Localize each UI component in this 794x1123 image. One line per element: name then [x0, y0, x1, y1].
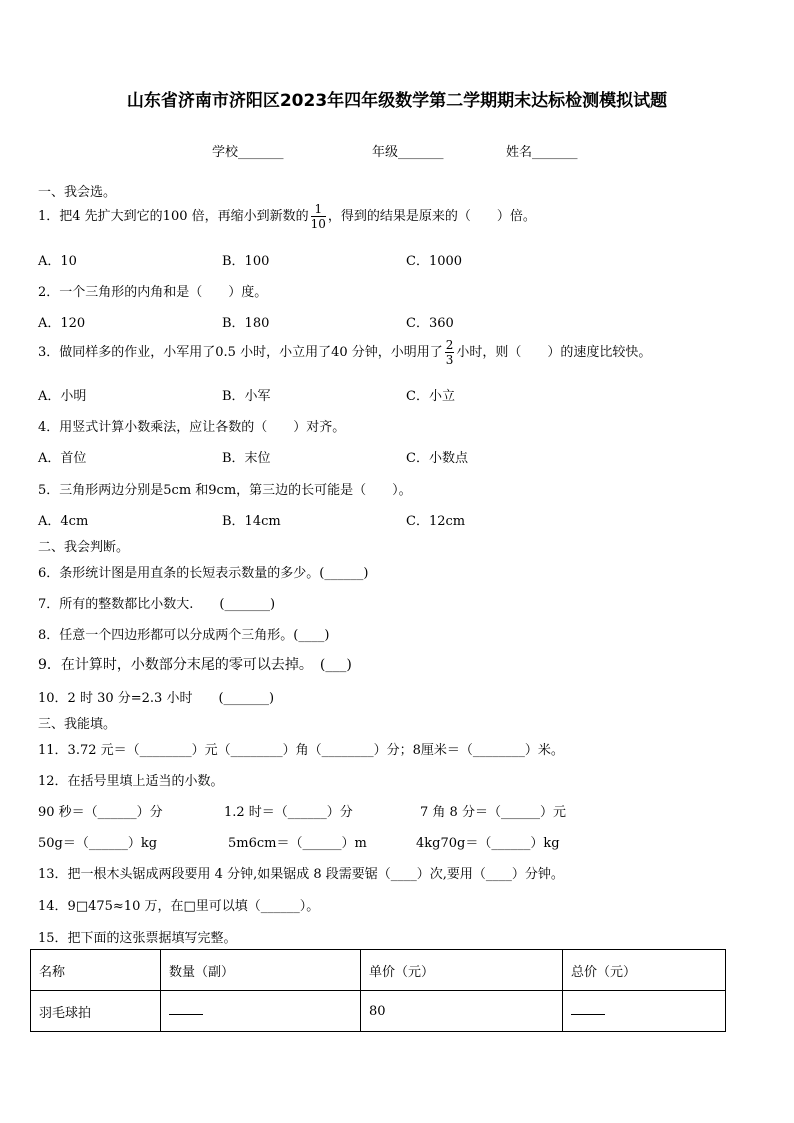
question-14: 14．9□475≈10 万，在□里可以填（______）。 [38, 899, 320, 914]
question-4: 4．用竖式计算小数乘法，应让各数的（ ）对齐。 [38, 420, 346, 435]
option-b: B．小军 [222, 389, 271, 404]
section-heading: 一、我会选。 [38, 185, 117, 200]
fraction-numerator: 1 [311, 202, 326, 217]
question-10: 10．2 时 30 分=2.3 小时 (_______) [38, 691, 275, 706]
option-a: A．10 [38, 254, 77, 269]
fill-item: 5m6cm＝（______）m [228, 836, 367, 851]
fraction-numerator: 2 [445, 338, 454, 352]
question-6: 6．条形统计图是用直条的长短表示数量的多少。(______) [38, 566, 369, 581]
question-2: 2．一个三角形的内角和是（ ）度。 [38, 285, 268, 300]
option-c: C．1000 [406, 254, 463, 269]
name-field: 姓名_______ [506, 145, 578, 160]
option-a: A．120 [38, 316, 86, 331]
answer-blank [169, 1004, 203, 1015]
fraction [311, 202, 326, 231]
section-heading: 二、我会判断。 [38, 540, 130, 555]
table-header-row [31, 950, 726, 991]
fraction [445, 338, 455, 367]
fill-item: 7 角 8 分＝（______）元 [420, 805, 566, 820]
receipt-table [30, 949, 726, 1032]
question-text: 1．把4 先扩大到它的100 倍，再缩小到新数的 [38, 209, 309, 224]
fill-item: 1.2 时＝（______）分 [224, 805, 353, 820]
question-3 [38, 338, 651, 367]
option-b: B．末位 [222, 451, 271, 466]
option-a: A．首位 [38, 451, 87, 466]
option-c: C．小数点 [406, 451, 468, 466]
question-text: 小时，则（ ）的速度比较快。 [456, 345, 652, 360]
question-15: 15．把下面的这张票据填写完整。 [38, 931, 237, 946]
fraction-denominator: 10 [310, 217, 326, 231]
option-b: B．180 [222, 316, 270, 331]
table-cell-blank[interactable] [161, 991, 361, 1032]
question-8: 8．任意一个四边形都可以分成两个三角形。(____) [38, 628, 330, 643]
option-b: B．100 [222, 254, 270, 269]
question-13: 13．把一根木头锯成两段要用 4 分钟,如果锯成 8 段需要锯（____）次,要用（____）分钟。 [38, 867, 564, 882]
question-text: 3．做同样多的作业，小军用了0.5 小时，小立用了40 分钟，小明用了 [38, 345, 443, 360]
grade-field: 年级_______ [372, 145, 444, 160]
table-row [31, 991, 726, 1032]
school-field: 学校_______ [212, 145, 284, 160]
question-5: 5．三角形两边分别是5cm 和9cm，第三边的长可能是（ ）。 [38, 483, 412, 498]
fill-item: 50g＝（______）kg [38, 836, 158, 851]
table-cell-blank[interactable] [563, 991, 726, 1032]
fraction-denominator: 3 [445, 353, 454, 367]
option-a: A．小明 [38, 389, 87, 404]
option-c: C．360 [406, 316, 454, 331]
section-heading: 三、我能填。 [38, 717, 117, 732]
page-title: 山东省济南市济阳区2023年四年级数学第二学期期末达标检测模拟试题 [126, 91, 668, 111]
question-text: ，得到的结果是原来的（ ）倍。 [327, 209, 536, 224]
table-header-cell: 名称 [31, 950, 161, 991]
option-c: C．12cm [406, 514, 466, 529]
fill-item: 90 秒＝（______）分 [38, 805, 163, 820]
table-header-cell: 数量（副） [161, 950, 361, 991]
option-b: B．14cm [222, 514, 281, 529]
question-7: 7．所有的整数都比小数大. (_______) [38, 597, 276, 612]
question-12: 12．在括号里填上适当的小数。 [38, 774, 224, 789]
table-header-cell: 单价（元） [361, 950, 563, 991]
question-9: 9．在计算时，小数部分末尾的零可以去掉。 (___) [38, 657, 352, 673]
option-c: C．小立 [406, 389, 455, 404]
fill-item: 4kg70g＝（______）kg [416, 836, 560, 851]
answer-blank [571, 1004, 605, 1015]
question-11: 11．3.72 元＝（________）元（________）角（________）分；8厘米＝（________）米。 [38, 743, 564, 758]
question-1 [38, 202, 536, 231]
table-cell: 羽毛球拍 [31, 991, 161, 1032]
table-cell: 80 [361, 991, 563, 1032]
table-header-cell: 总价（元） [563, 950, 726, 991]
option-a: A．4cm [38, 514, 89, 529]
